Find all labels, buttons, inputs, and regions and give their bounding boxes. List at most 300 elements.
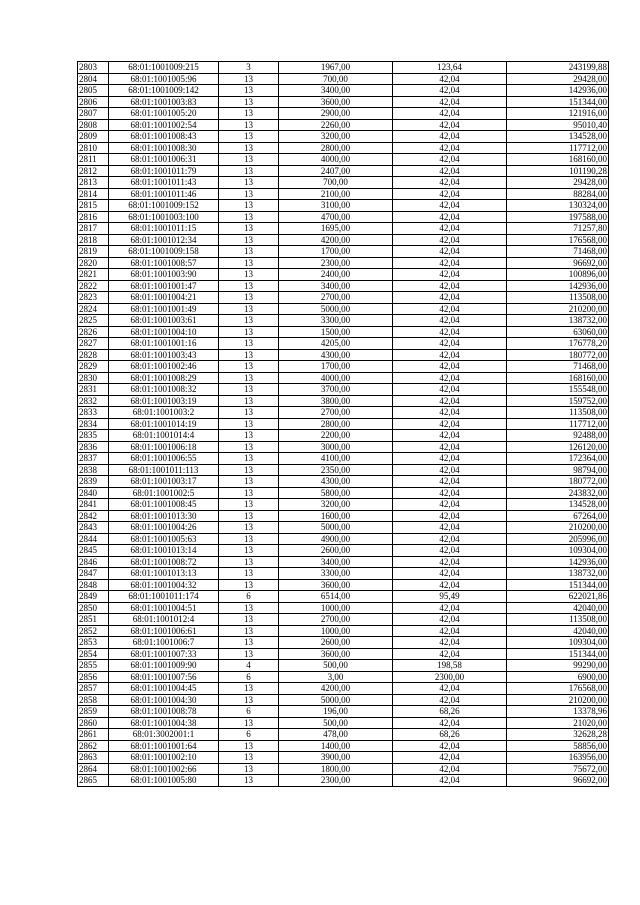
rate-cell: 42,04	[393, 372, 507, 384]
rate-cell: 42,04	[393, 119, 507, 131]
area-cell: 2700,00	[279, 292, 393, 304]
cadastral-number-cell: 68:01:1001002:54	[109, 119, 219, 131]
area-cell: 1600,00	[279, 510, 393, 522]
area-cell: 3600,00	[279, 648, 393, 660]
table-row	[78, 154, 609, 166]
rate-cell: 42,04	[393, 763, 507, 775]
row-number-cell: 2858	[78, 694, 109, 706]
area-cell: 196,00	[279, 706, 393, 718]
area-cell: 4200,00	[279, 683, 393, 695]
cadastral-number-cell: 68:01:1001005:96	[109, 73, 219, 85]
category-code-cell: 13	[219, 303, 279, 315]
rate-cell: 42,04	[393, 545, 507, 557]
row-number-cell: 2811	[78, 154, 109, 166]
table-row	[78, 73, 609, 85]
rate-cell: 42,04	[393, 637, 507, 649]
rate-cell: 42,04	[393, 200, 507, 212]
rate-cell: 42,04	[393, 234, 507, 246]
category-code-cell: 13	[219, 430, 279, 442]
value-cell: 126120,00	[507, 441, 609, 453]
category-code-cell: 13	[219, 349, 279, 361]
cadastral-number-cell: 68:01:1001003:100	[109, 211, 219, 223]
value-cell: 96692,00	[507, 257, 609, 269]
rate-cell: 42,04	[393, 361, 507, 373]
area-cell: 1695,00	[279, 223, 393, 235]
row-number-cell: 2824	[78, 303, 109, 315]
cadastral-number-cell: 68:01:1001013:30	[109, 510, 219, 522]
area-cell: 1800,00	[279, 763, 393, 775]
row-number-cell: 2850	[78, 602, 109, 614]
category-code-cell: 13	[219, 775, 279, 787]
area-cell: 4205,00	[279, 338, 393, 350]
row-number-cell: 2814	[78, 188, 109, 200]
rate-cell: 42,04	[393, 717, 507, 729]
row-number-cell: 2821	[78, 269, 109, 281]
table-row	[78, 303, 609, 315]
cadastral-number-cell: 68:01:1001014:19	[109, 418, 219, 430]
cadastral-number-cell: 68:01:1001006:55	[109, 453, 219, 465]
category-code-cell: 13	[219, 211, 279, 223]
category-code-cell: 13	[219, 326, 279, 338]
area-cell: 2800,00	[279, 418, 393, 430]
row-number-cell: 2853	[78, 637, 109, 649]
rate-cell: 42,04	[393, 487, 507, 499]
table-row	[78, 510, 609, 522]
row-number-cell: 2852	[78, 625, 109, 637]
area-cell: 3400,00	[279, 85, 393, 97]
rate-cell: 68,26	[393, 706, 507, 718]
rate-cell: 42,04	[393, 384, 507, 396]
cadastral-number-cell: 68:01:1001005:80	[109, 775, 219, 787]
rate-cell: 42,04	[393, 522, 507, 534]
value-cell: 117712,00	[507, 418, 609, 430]
category-code-cell: 13	[219, 464, 279, 476]
row-number-cell: 2847	[78, 568, 109, 580]
value-cell: 117712,00	[507, 142, 609, 154]
value-cell: 138732,00	[507, 568, 609, 580]
category-code-cell: 13	[219, 625, 279, 637]
row-number-cell: 2804	[78, 73, 109, 85]
rate-cell: 123,64	[393, 62, 507, 74]
area-cell: 1400,00	[279, 740, 393, 752]
table-row	[78, 648, 609, 660]
rate-cell: 42,04	[393, 430, 507, 442]
table-row	[78, 257, 609, 269]
cadastral-number-cell: 68:01:1001004:30	[109, 694, 219, 706]
area-cell: 5000,00	[279, 522, 393, 534]
rate-cell: 42,04	[393, 108, 507, 120]
rate-cell: 42,04	[393, 418, 507, 430]
rate-cell: 42,04	[393, 303, 507, 315]
rate-cell: 42,04	[393, 165, 507, 177]
row-number-cell: 2809	[78, 131, 109, 143]
rate-cell: 42,04	[393, 441, 507, 453]
rate-cell: 42,04	[393, 177, 507, 189]
row-number-cell: 2835	[78, 430, 109, 442]
value-cell: 32628,28	[507, 729, 609, 741]
category-code-cell: 13	[219, 165, 279, 177]
row-number-cell: 2854	[78, 648, 109, 660]
category-code-cell: 13	[219, 683, 279, 695]
cadastral-number-cell: 68:01:1001004:21	[109, 292, 219, 304]
area-cell: 4300,00	[279, 349, 393, 361]
table-row	[78, 729, 609, 741]
area-cell: 4900,00	[279, 533, 393, 545]
value-cell: 92488,00	[507, 430, 609, 442]
value-cell: 113508,00	[507, 407, 609, 419]
rate-cell: 42,04	[393, 602, 507, 614]
rate-cell: 42,04	[393, 775, 507, 787]
cadastral-number-cell: 68:01:1001002:5	[109, 487, 219, 499]
cadastral-number-cell: 68:01:1001002:66	[109, 763, 219, 775]
table-row	[78, 683, 609, 695]
category-code-cell: 13	[219, 556, 279, 568]
cadastral-number-cell: 68:01:1001008:30	[109, 142, 219, 154]
row-number-cell: 2830	[78, 372, 109, 384]
table-row	[78, 637, 609, 649]
rate-cell: 42,04	[393, 154, 507, 166]
rate-cell: 2300,00	[393, 671, 507, 683]
area-cell: 2200,00	[279, 430, 393, 442]
row-number-cell: 2822	[78, 280, 109, 292]
row-number-cell: 2857	[78, 683, 109, 695]
value-cell: 142936,00	[507, 280, 609, 292]
cadastral-number-cell: 68:01:1001008:32	[109, 384, 219, 396]
category-code-cell: 13	[219, 510, 279, 522]
rate-cell: 42,04	[393, 614, 507, 626]
value-cell: 21020,00	[507, 717, 609, 729]
area-cell: 1000,00	[279, 602, 393, 614]
rate-cell: 42,04	[393, 407, 507, 419]
row-number-cell: 2836	[78, 441, 109, 453]
table-row	[78, 763, 609, 775]
category-code-cell: 13	[219, 487, 279, 499]
cadastral-number-cell: 68:01:1001003:17	[109, 476, 219, 488]
value-cell: 67264,00	[507, 510, 609, 522]
row-number-cell: 2845	[78, 545, 109, 557]
rate-cell: 42,04	[393, 476, 507, 488]
table-row	[78, 315, 609, 327]
category-code-cell: 13	[219, 108, 279, 120]
area-cell: 1967,00	[279, 62, 393, 74]
value-cell: 142936,00	[507, 85, 609, 97]
value-cell: 138732,00	[507, 315, 609, 327]
area-cell: 2350,00	[279, 464, 393, 476]
category-code-cell: 13	[219, 361, 279, 373]
category-code-cell: 6	[219, 706, 279, 718]
table-row	[78, 545, 609, 557]
area-cell: 4100,00	[279, 453, 393, 465]
area-cell: 2300,00	[279, 257, 393, 269]
value-cell: 113508,00	[507, 292, 609, 304]
category-code-cell: 13	[219, 637, 279, 649]
area-cell: 4000,00	[279, 154, 393, 166]
table-row	[78, 522, 609, 534]
area-cell: 5000,00	[279, 694, 393, 706]
cadastral-number-cell: 68:01:1001001:47	[109, 280, 219, 292]
area-cell: 2300,00	[279, 775, 393, 787]
table-row	[78, 533, 609, 545]
area-cell: 2700,00	[279, 614, 393, 626]
rate-cell: 42,04	[393, 131, 507, 143]
cadastral-number-cell: 68:01:1001009:158	[109, 246, 219, 258]
category-code-cell: 13	[219, 269, 279, 281]
value-cell: 98794,00	[507, 464, 609, 476]
cadastral-number-cell: 68:01:1001003:19	[109, 395, 219, 407]
cadastral-number-cell: 68:01:1001005:63	[109, 533, 219, 545]
value-cell: 210200,00	[507, 522, 609, 534]
table-row	[78, 579, 609, 591]
category-code-cell: 13	[219, 372, 279, 384]
row-number-cell: 2815	[78, 200, 109, 212]
row-number-cell: 2805	[78, 85, 109, 97]
cadastral-number-cell: 68:01:1001011:79	[109, 165, 219, 177]
value-cell: 176568,00	[507, 234, 609, 246]
category-code-cell: 13	[219, 234, 279, 246]
area-cell: 3400,00	[279, 556, 393, 568]
value-cell: 101190,28	[507, 165, 609, 177]
category-code-cell: 13	[219, 177, 279, 189]
rate-cell: 42,04	[393, 280, 507, 292]
area-cell: 2800,00	[279, 142, 393, 154]
rate-cell: 42,04	[393, 453, 507, 465]
area-cell: 6514,00	[279, 591, 393, 603]
rate-cell: 42,04	[393, 315, 507, 327]
row-number-cell: 2856	[78, 671, 109, 683]
table-row	[78, 487, 609, 499]
value-cell: 197588,00	[507, 211, 609, 223]
value-cell: 109304,00	[507, 545, 609, 557]
cadastral-number-cell: 68:01:1001011:43	[109, 177, 219, 189]
category-code-cell: 13	[219, 407, 279, 419]
table-row	[78, 188, 609, 200]
area-cell: 2100,00	[279, 188, 393, 200]
table-row	[78, 384, 609, 396]
category-code-cell: 13	[219, 257, 279, 269]
category-code-cell: 13	[219, 131, 279, 143]
value-cell: 172364,00	[507, 453, 609, 465]
value-cell: 176568,00	[507, 683, 609, 695]
cadastral-number-cell: 68:01:1001004:45	[109, 683, 219, 695]
cadastral-number-cell: 68:01:1001006:61	[109, 625, 219, 637]
rate-cell: 42,04	[393, 85, 507, 97]
area-cell: 4000,00	[279, 372, 393, 384]
table-row	[78, 349, 609, 361]
table-row	[78, 464, 609, 476]
value-cell: 163956,00	[507, 752, 609, 764]
value-cell: 95010,40	[507, 119, 609, 131]
row-number-cell: 2834	[78, 418, 109, 430]
area-cell: 700,00	[279, 73, 393, 85]
category-code-cell: 13	[219, 119, 279, 131]
value-cell: 168160,00	[507, 372, 609, 384]
area-cell: 700,00	[279, 177, 393, 189]
cadastral-number-cell: 68:01:1001008:57	[109, 257, 219, 269]
area-cell: 2400,00	[279, 269, 393, 281]
table-row	[78, 694, 609, 706]
cadastral-number-cell: 68:01:1001008:29	[109, 372, 219, 384]
category-code-cell: 13	[219, 499, 279, 511]
rate-cell: 42,04	[393, 395, 507, 407]
area-cell: 1700,00	[279, 361, 393, 373]
row-number-cell: 2859	[78, 706, 109, 718]
table-row	[78, 614, 609, 626]
cadastral-number-cell: 68:01:1001006:31	[109, 154, 219, 166]
rate-cell: 42,04	[393, 349, 507, 361]
category-code-cell: 13	[219, 453, 279, 465]
row-number-cell: 2844	[78, 533, 109, 545]
table-body	[78, 62, 609, 787]
value-cell: 142936,00	[507, 556, 609, 568]
value-cell: 42040,00	[507, 602, 609, 614]
area-cell: 1500,00	[279, 326, 393, 338]
rate-cell: 42,04	[393, 752, 507, 764]
row-number-cell: 2841	[78, 499, 109, 511]
cadastral-number-cell: 68:01:1001009:152	[109, 200, 219, 212]
table-row	[78, 476, 609, 488]
area-cell: 4200,00	[279, 234, 393, 246]
table-row	[78, 499, 609, 511]
cadastral-number-cell: 68:01:1001011:174	[109, 591, 219, 603]
cadastral-number-cell: 68:01:1001003:2	[109, 407, 219, 419]
category-code-cell: 13	[219, 545, 279, 557]
cadastral-number-cell: 68:01:1001007:56	[109, 671, 219, 683]
value-cell: 210200,00	[507, 303, 609, 315]
cadastral-number-cell: 68:01:1001001:49	[109, 303, 219, 315]
category-code-cell: 13	[219, 648, 279, 660]
category-code-cell: 13	[219, 73, 279, 85]
category-code-cell: 13	[219, 752, 279, 764]
value-cell: 205996,00	[507, 533, 609, 545]
rate-cell: 42,04	[393, 292, 507, 304]
row-number-cell: 2829	[78, 361, 109, 373]
row-number-cell: 2823	[78, 292, 109, 304]
cadastral-number-cell: 68:01:1001012:4	[109, 614, 219, 626]
cadastral-number-cell: 68:01:1001001:64	[109, 740, 219, 752]
value-cell: 99290,00	[507, 660, 609, 672]
area-cell: 3000,00	[279, 441, 393, 453]
rate-cell: 42,04	[393, 464, 507, 476]
area-cell: 3,00	[279, 671, 393, 683]
table-row	[78, 591, 609, 603]
cadastral-value-table	[77, 61, 609, 787]
row-number-cell: 2848	[78, 579, 109, 591]
cadastral-number-cell: 68:01:1001011:46	[109, 188, 219, 200]
table-row	[78, 165, 609, 177]
table-row	[78, 568, 609, 580]
category-code-cell: 13	[219, 602, 279, 614]
row-number-cell: 2849	[78, 591, 109, 603]
area-cell: 2260,00	[279, 119, 393, 131]
area-cell: 478,00	[279, 729, 393, 741]
row-number-cell: 2861	[78, 729, 109, 741]
row-number-cell: 2825	[78, 315, 109, 327]
value-cell: 622021,86	[507, 591, 609, 603]
category-code-cell: 13	[219, 315, 279, 327]
cadastral-number-cell: 68:01:1001006:7	[109, 637, 219, 649]
row-number-cell: 2851	[78, 614, 109, 626]
row-number-cell: 2827	[78, 338, 109, 350]
cadastral-number-cell: 68:01:1001011:113	[109, 464, 219, 476]
table-row	[78, 717, 609, 729]
category-code-cell: 13	[219, 85, 279, 97]
category-code-cell: 13	[219, 522, 279, 534]
table-row	[78, 280, 609, 292]
table-row	[78, 752, 609, 764]
table-row	[78, 142, 609, 154]
area-cell: 3200,00	[279, 499, 393, 511]
table-row	[78, 625, 609, 637]
value-cell: 63060,00	[507, 326, 609, 338]
cadastral-number-cell: 68:01:3002001:1	[109, 729, 219, 741]
rate-cell: 68,26	[393, 729, 507, 741]
category-code-cell: 13	[219, 717, 279, 729]
table-row	[78, 211, 609, 223]
cadastral-number-cell: 68:01:1001005:20	[109, 108, 219, 120]
table-row	[78, 131, 609, 143]
value-cell: 29428,00	[507, 73, 609, 85]
category-code-cell: 13	[219, 418, 279, 430]
row-number-cell: 2855	[78, 660, 109, 672]
category-code-cell: 13	[219, 280, 279, 292]
category-code-cell: 13	[219, 384, 279, 396]
row-number-cell: 2820	[78, 257, 109, 269]
cadastral-number-cell: 68:01:1001006:18	[109, 441, 219, 453]
area-cell: 3300,00	[279, 315, 393, 327]
row-number-cell: 2818	[78, 234, 109, 246]
table-row	[78, 292, 609, 304]
area-cell: 5800,00	[279, 487, 393, 499]
value-cell: 243832,00	[507, 487, 609, 499]
cadastral-number-cell: 68:01:1001004:51	[109, 602, 219, 614]
value-cell: 176778,20	[507, 338, 609, 350]
area-cell: 500,00	[279, 717, 393, 729]
rate-cell: 42,04	[393, 223, 507, 235]
category-code-cell: 13	[219, 614, 279, 626]
area-cell: 3700,00	[279, 384, 393, 396]
area-cell: 1000,00	[279, 625, 393, 637]
row-number-cell: 2837	[78, 453, 109, 465]
category-code-cell: 13	[219, 740, 279, 752]
value-cell: 96692,00	[507, 775, 609, 787]
row-number-cell: 2831	[78, 384, 109, 396]
table-row	[78, 441, 609, 453]
value-cell: 180772,00	[507, 476, 609, 488]
area-cell: 2700,00	[279, 407, 393, 419]
table-row	[78, 418, 609, 430]
rate-cell: 42,04	[393, 648, 507, 660]
value-cell: 100896,00	[507, 269, 609, 281]
area-cell: 2600,00	[279, 637, 393, 649]
area-cell: 4300,00	[279, 476, 393, 488]
rate-cell: 42,04	[393, 568, 507, 580]
category-code-cell: 13	[219, 292, 279, 304]
cadastral-number-cell: 68:01:1001008:78	[109, 706, 219, 718]
rate-cell: 42,04	[393, 338, 507, 350]
cadastral-number-cell: 68:01:1001003:43	[109, 349, 219, 361]
row-number-cell: 2826	[78, 326, 109, 338]
area-cell: 500,00	[279, 660, 393, 672]
rate-cell: 42,04	[393, 326, 507, 338]
area-cell: 5000,00	[279, 303, 393, 315]
rate-cell: 42,04	[393, 142, 507, 154]
rate-cell: 42,04	[393, 740, 507, 752]
row-number-cell: 2817	[78, 223, 109, 235]
row-number-cell: 2840	[78, 487, 109, 499]
category-code-cell: 13	[219, 96, 279, 108]
cadastral-number-cell: 68:01:1001004:26	[109, 522, 219, 534]
cadastral-number-cell: 68:01:1001009:90	[109, 660, 219, 672]
